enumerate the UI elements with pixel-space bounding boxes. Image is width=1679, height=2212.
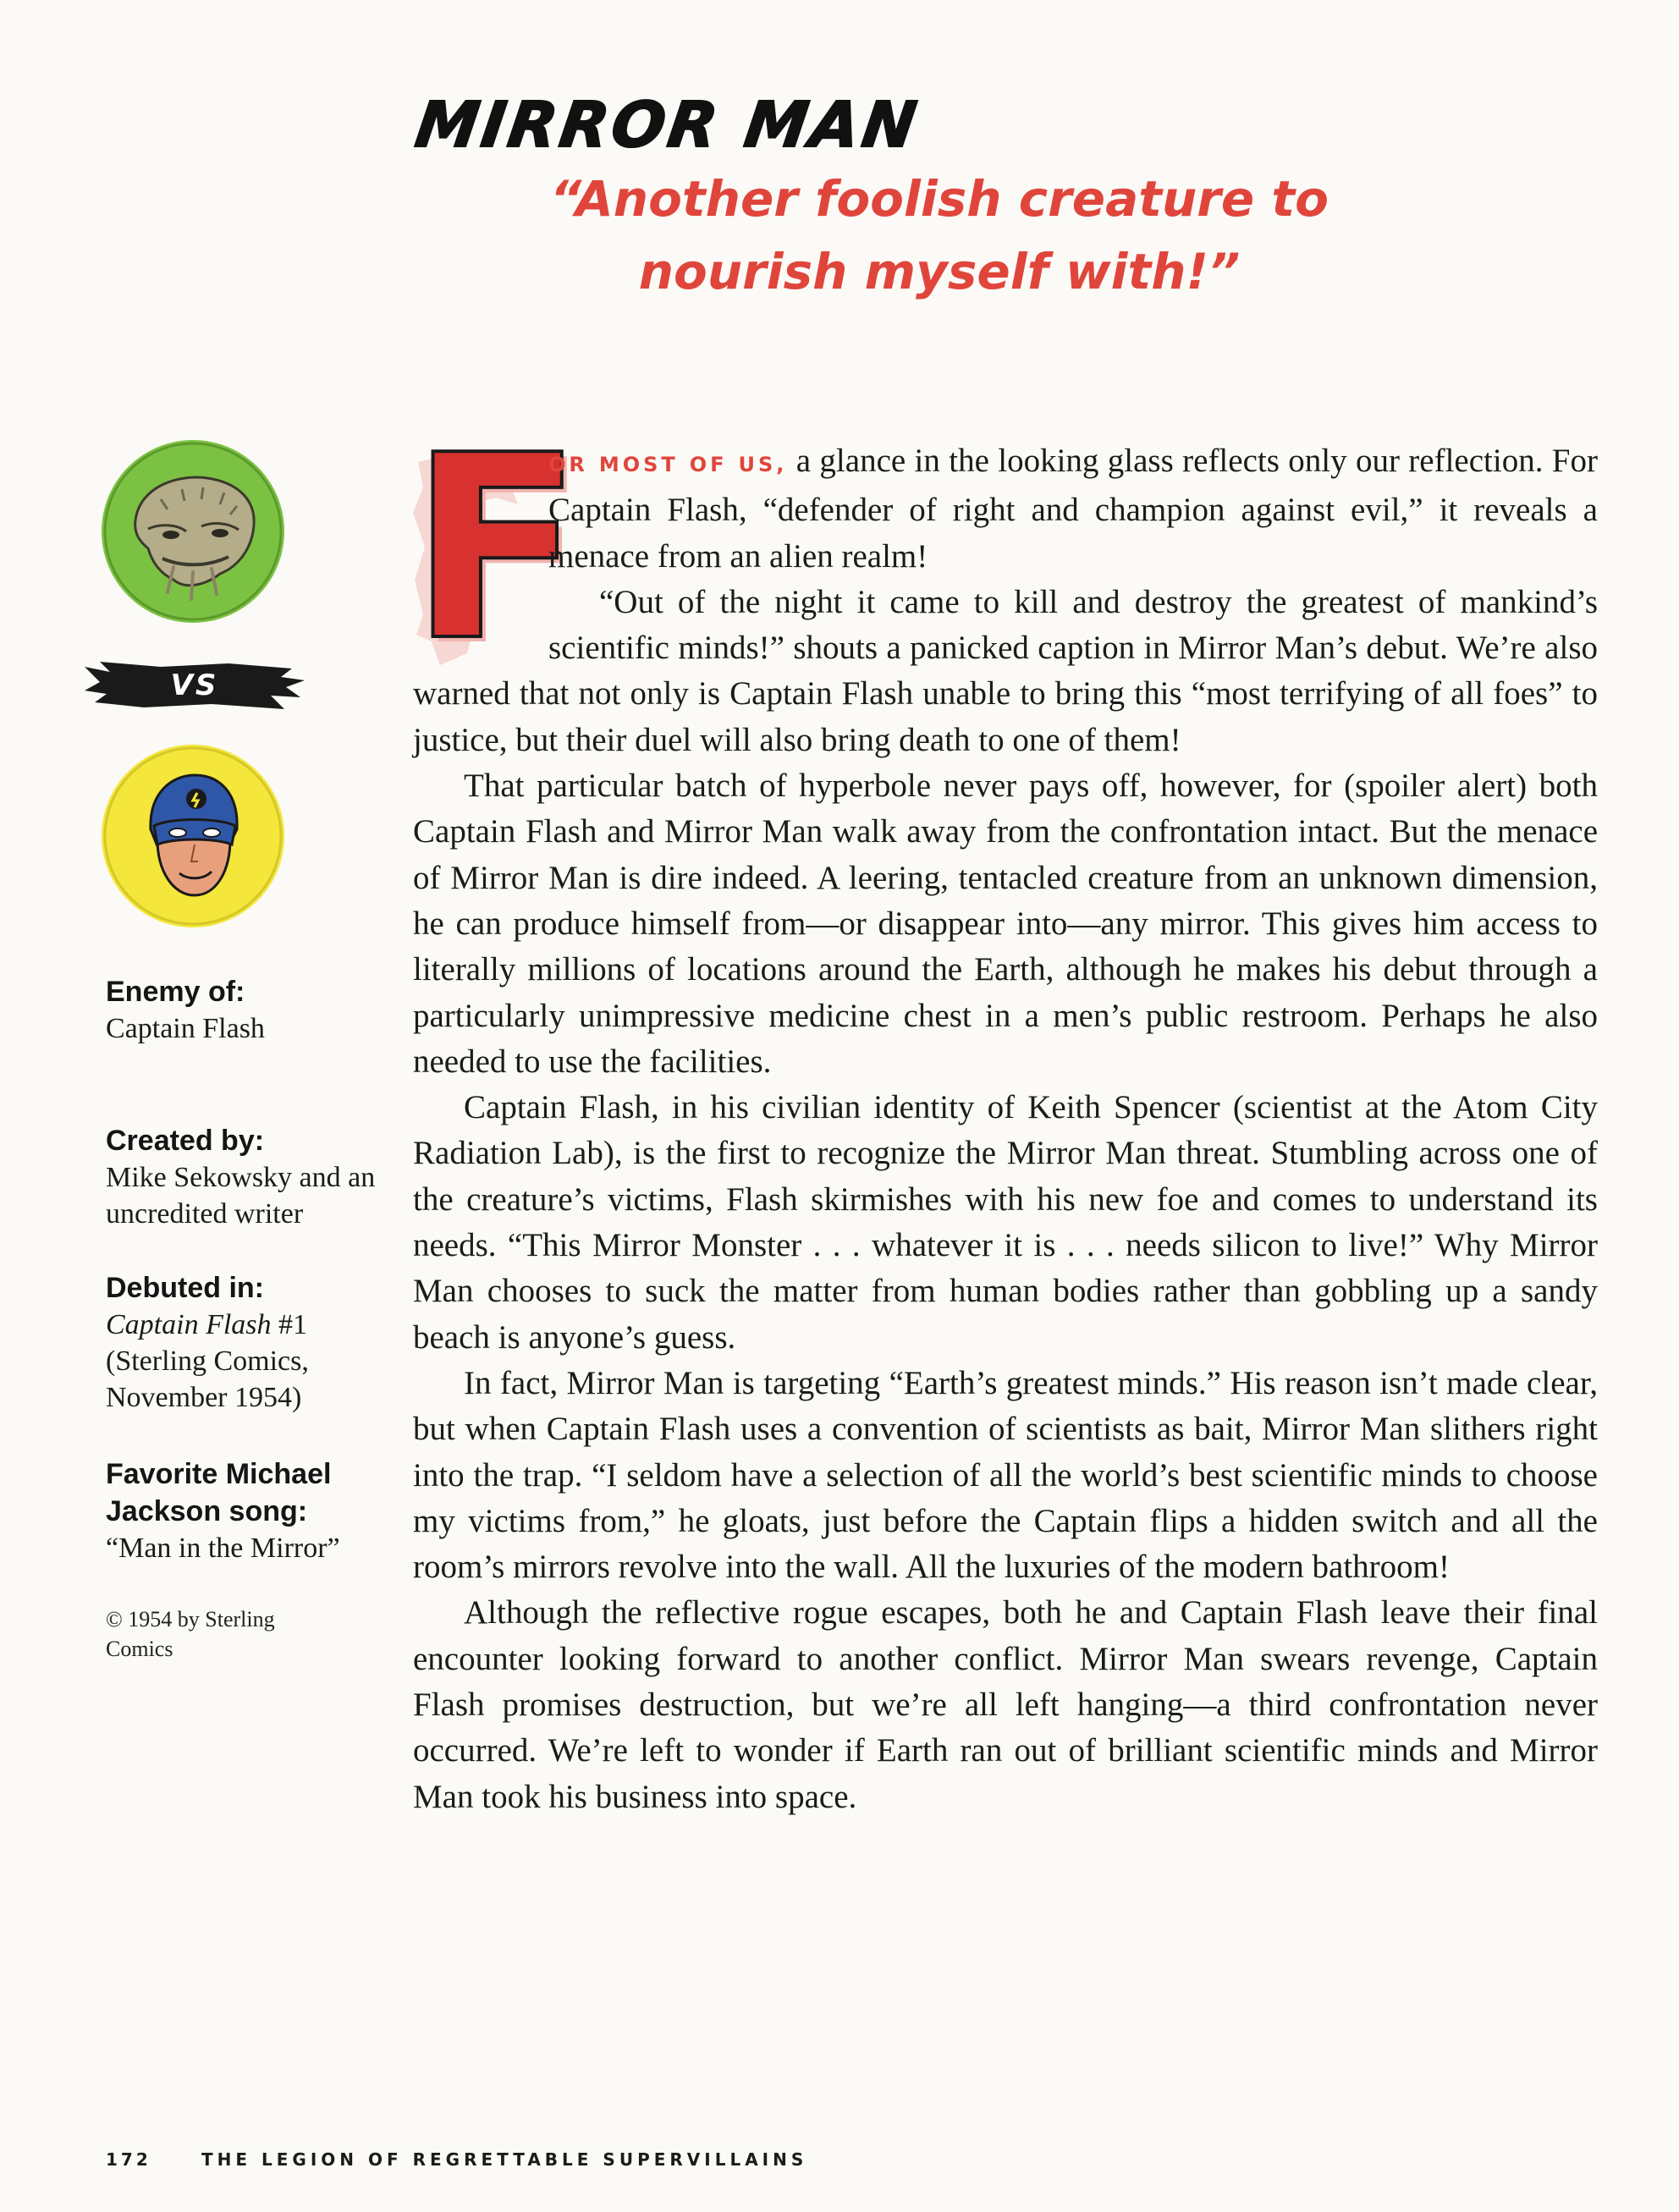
fact-value [106,1307,385,1416]
article-paragraph [413,438,1598,580]
mirror-man-portrait [102,440,284,623]
fact-created-by [106,1122,385,1232]
copyright-notice: © 1954 by Sterling Comics [106,1607,275,1661]
captain-flash-face-icon [102,745,284,927]
fact-label: Enemy of: [106,976,245,1008]
captain-flash-portrait [102,745,284,927]
vs-label: VS [170,669,219,702]
page-number: 172 [106,2149,151,2170]
villain-quote: “Another foolish creature to nourish myself with!” [550,170,1329,300]
mirror-man-face-icon [102,440,284,623]
fact-favorite-song [106,1455,385,1566]
fact-value: Captain Flash [106,1013,265,1044]
fact-enemy-of [106,973,385,1047]
villain-title: MIRROR MAN [410,89,924,162]
article-paragraph-text: a glance in the looking glass reflects only our reflection. For Captain Flash, “defender of right and champion against evil,” it reveals a menace from an alien realm! [548,443,1598,575]
fact-debuted-in [106,1269,385,1416]
fact-value: “Man in the Mirror” [106,1532,340,1564]
drop-cap-letter: F [410,401,583,696]
running-footer-title: THE LEGION OF REGRETTABLE SUPERVILLAINS [201,2149,808,2170]
fact-label: Debuted in: [106,1272,264,1304]
drop-cap-spacer [413,442,548,669]
article-paragraph: That particular batch of hyperbole never pays off, however, for (spoiler alert) both Captain Flash and Mirror Man walk away from the confrontation intact. But the menace of Mirror Man is dire indeed. A leering, tentacled creature from an unknown dimension, he can produce himself from—or disappear into—any mirror. This gives him access to literally millions of locations around the Earth, although he makes his debut through a particularly unimpressive medicine chest in a men’s public restroom. Perhaps he also needed to use the facilities. [413,768,1598,1080]
debut-issue-details: #1 (Sterling Comics, November 1954) [106,1309,309,1413]
article-paragraph: Although the reflective rogue escapes, both he and Captain Flash leave their final encounter looking forward to another conflict. Mirror Man swears revenge, Captain Flash promises destruction, but we’re all left hanging—a third confrontation never occurred. We’re left to wonder if Earth ran out of brilliant scientific minds and Mirror Man took his business into space. [413,1594,1598,1815]
article-body [413,438,1598,1820]
article-paragraph: Captain Flash, in his civilian identity of Keith Spencer (scientist at the Atom City Radiation Lab), is the first to recognize the Mirror Man threat. Stumbling across one of the creature’s victims, Flash skirmishes with his new foe and comes to understand its needs. “This Mirror Monster . . . whatever it is . . . needs silicon to live!” Why Mirror Man chooses to suck the matter from human bodies rather than gobbling up a sandy beach is anyone’s guess. [413,1089,1598,1356]
fact-value: Mike Sekowsky and an uncredited writer [106,1162,376,1230]
fact-label: Favorite Michael Jackson song: [106,1458,332,1527]
fact-label: Created by: [106,1125,265,1157]
article-lead-in: OR MOST OF US, [548,453,788,476]
debut-issue-title: Captain Flash [106,1309,272,1340]
article-paragraph: In fact, Mirror Man is targeting “Earth’s greatest minds.” His reason isn’t made clear, but when Captain Flash uses a convention of scientists as bait, Mirror Man slithers right into the trap. “I seldom have a selection of all the world’s best scientific minds to choose my victims from,” he gloats, just before the Captain flips a hidden switch and all the room’s mirrors revolve into the wall. All the luxuries of the modern bathroom! [413,1364,1598,1586]
article-paragraph: “Out of the night it came to kill and destroy the greatest of mankind’s scientific minds!” shouts a panicked caption in Mirror Man’s debut. We’re also warned that not only is Captain Flash unable to bring this “most terrifying of all foes” to justice, but their duel will also bring death to one of them! [413,583,1598,758]
